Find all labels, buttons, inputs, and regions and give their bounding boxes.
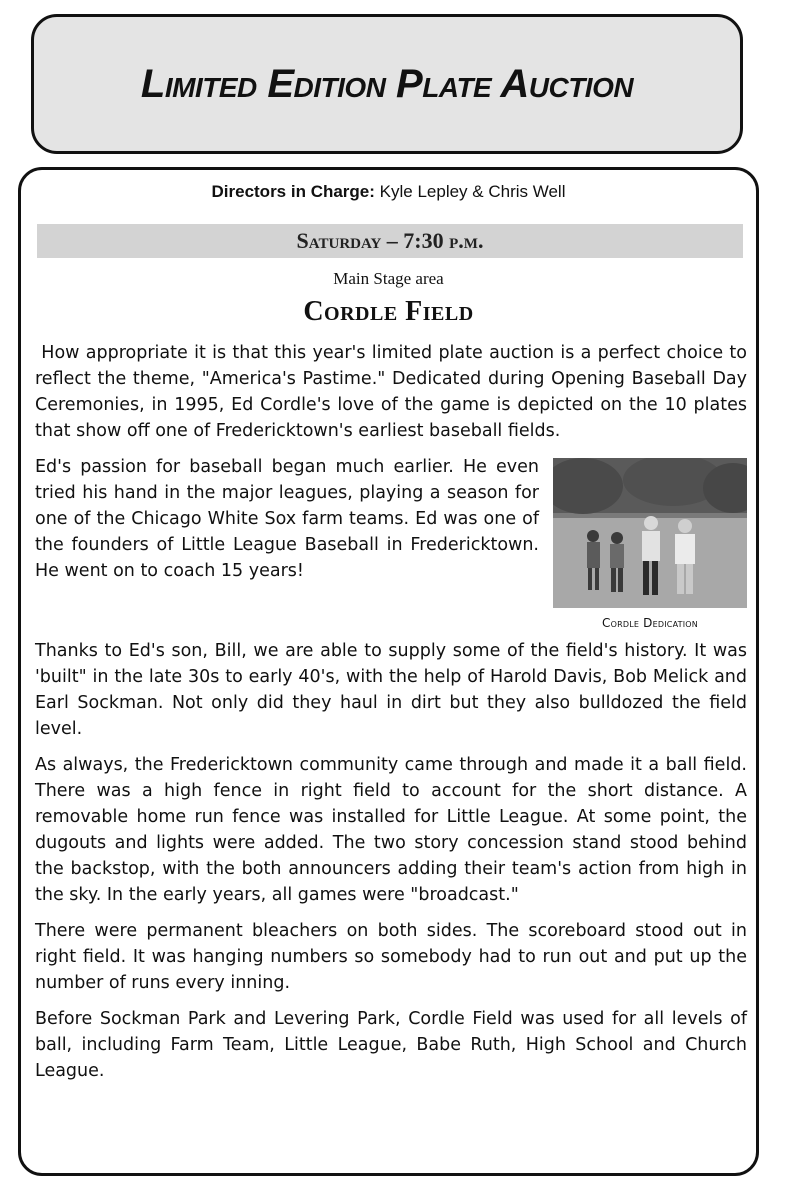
- directors-label: Directors in Charge:: [211, 182, 375, 201]
- directors-line: [21, 182, 756, 202]
- dedication-photo: [553, 458, 747, 608]
- article-panel: [18, 167, 759, 1176]
- field-heading: Cordle Field: [303, 296, 474, 327]
- article-body: [35, 340, 747, 1094]
- page-title: Limited Edition Plate Auction: [140, 61, 634, 106]
- paragraph-community: As always, the Fredericktown community came through and made it a ball field. There was a high fence in right field to account for the short distance. A removable home run fence was installed for Little League. At some point, the dugouts and lights were added. The two story concession stand stood behind the backstop, with the both announcers adding their team's action from high in the sky. In the early years, all games were "broadcast.": [35, 755, 747, 905]
- paragraph-levels: Before Sockman Park and Levering Park, Cordle Field was used for all levels of ball, including Farm Team, Little League, Babe Ruth, High School and Church League.: [35, 1009, 747, 1081]
- directors-names: Kyle Lepley & Chris Well: [374, 182, 566, 201]
- paragraph-intro: How appropriate it is that this year's limited plate auction is a perfect choice to reflect the theme, "America's Pastime." Dedicated during Opening Baseball Day Ceremonies, in 1995, Ed Cordle's love of the game is depicted on the 10 plates that show off one of Fredericktown's earliest baseball fields.: [35, 343, 747, 441]
- photo-figure: [553, 458, 747, 636]
- paragraph-bleachers: There were permanent bleachers on both sides. The scoreboard stood out in right field. It was hanging numbers so somebody had to run out and put up the number of runs every inning.: [35, 921, 747, 993]
- paragraph-history: Thanks to Ed's son, Bill, we are able to supply some of the field's history. It was 'built" in the late 30s to early 40's, with the help of Harold Davis, Bob Melick and Earl Sockman. Not only did they haul in dirt but they also bulldozed the field level.: [35, 641, 747, 739]
- paragraph-passion: Ed's passion for baseball began much earlier. He even tried his hand in the major leagues, playing a season for one of the Chicago White Sox farm teams. Ed was one of the founders of Little League Baseball in Fredericktown. He went on to coach 15 years!: [35, 457, 539, 581]
- photo-illustration: [553, 458, 747, 608]
- photo-caption: Cordle Dedication: [602, 616, 698, 630]
- event-time-bar: Saturday – 7:30 p.m.: [37, 224, 743, 258]
- event-location: Main Stage area: [333, 269, 444, 288]
- title-banner: [31, 14, 743, 154]
